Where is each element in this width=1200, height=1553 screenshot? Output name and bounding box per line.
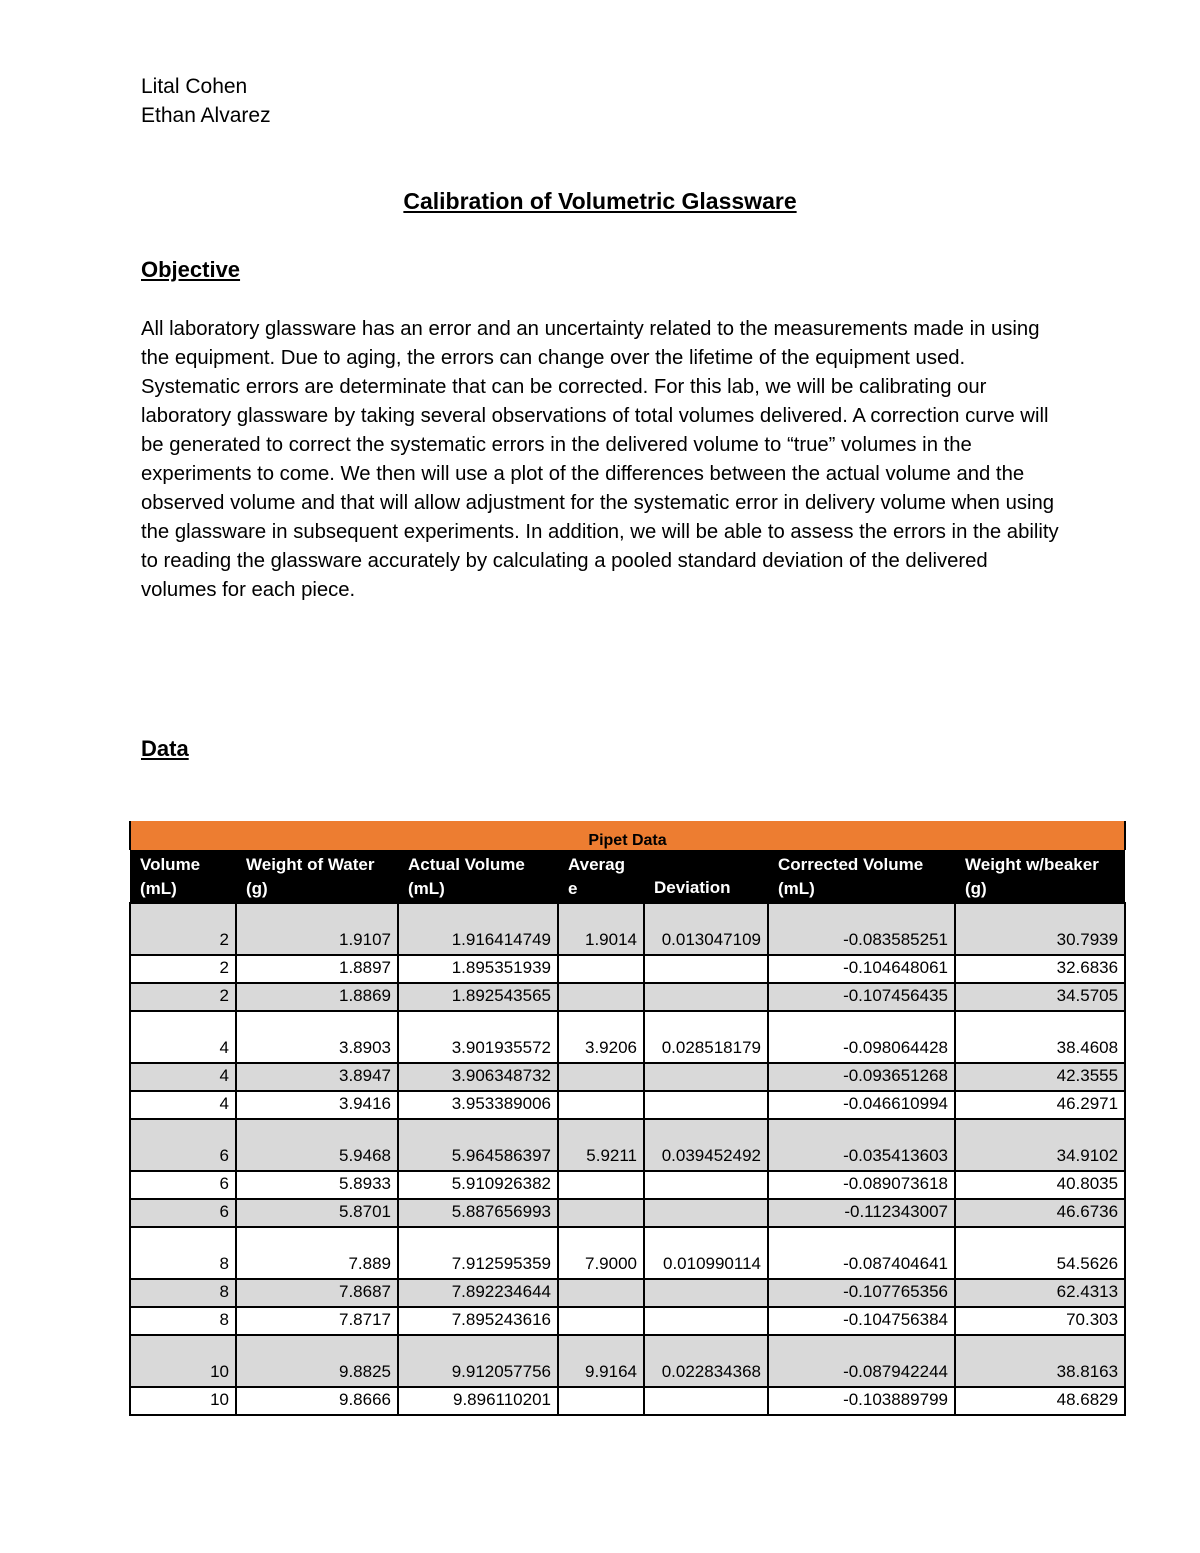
table-cell: 9.9164: [558, 1335, 644, 1387]
table-cell: 42.3555: [955, 1063, 1125, 1091]
table-title-row: [130, 821, 1125, 850]
table-cell: [558, 1387, 644, 1415]
table-cell: [644, 1279, 768, 1307]
table-row: [130, 1387, 1125, 1415]
table-cell: 34.9102: [955, 1119, 1125, 1171]
table-cell: 34.5705: [955, 983, 1125, 1011]
table-row: [130, 903, 1125, 955]
table-cell: [558, 1091, 644, 1119]
table-cell: 7.895243616: [398, 1307, 558, 1335]
table-cell: 4: [130, 1063, 236, 1091]
table-cell: 0.010990114: [644, 1227, 768, 1279]
table-cell: 38.8163: [955, 1335, 1125, 1387]
table-cell: 5.964586397: [398, 1119, 558, 1171]
table-cell: [558, 983, 644, 1011]
table-cell: [644, 1063, 768, 1091]
table-cell: 8: [130, 1307, 236, 1335]
table-cell: 3.906348732: [398, 1063, 558, 1091]
table-cell: 9.8666: [236, 1387, 398, 1415]
table-cell: 38.4608: [955, 1011, 1125, 1063]
table-cell: [644, 1171, 768, 1199]
table-row: [130, 1011, 1125, 1063]
table-cell: 0.039452492: [644, 1119, 768, 1171]
authors-block: [141, 72, 271, 130]
table-cell: 4: [130, 1011, 236, 1063]
table-cell: 1.895351939: [398, 955, 558, 983]
table-cell: [644, 983, 768, 1011]
table-cell: 46.6736: [955, 1199, 1125, 1227]
table-cell: 5.8933: [236, 1171, 398, 1199]
table-cell: 6: [130, 1119, 236, 1171]
table-cell: 0.013047109: [644, 903, 768, 955]
table-row: [130, 1335, 1125, 1387]
table-cell: 7.892234644: [398, 1279, 558, 1307]
table-cell: 40.8035: [955, 1171, 1125, 1199]
table-cell: 1.9107: [236, 903, 398, 955]
table-cell: -0.107456435: [768, 983, 955, 1011]
table-title: Pipet Data: [130, 821, 1125, 850]
table-cell: 6: [130, 1171, 236, 1199]
pipet-data-table: [129, 821, 1126, 1416]
pipet-data-table-container: [129, 821, 1124, 1416]
table-row: [130, 1091, 1125, 1119]
table-row: [130, 1119, 1125, 1171]
table-cell: 7.8687: [236, 1279, 398, 1307]
table-cell: 3.901935572: [398, 1011, 558, 1063]
table-cell: 9.912057756: [398, 1335, 558, 1387]
table-cell: 1.8897: [236, 955, 398, 983]
table-cell: 2: [130, 955, 236, 983]
table-cell: -0.087404641: [768, 1227, 955, 1279]
table-cell: -0.083585251: [768, 903, 955, 955]
table-cell: 10: [130, 1335, 236, 1387]
table-cell: 3.8947: [236, 1063, 398, 1091]
table-cell: 8: [130, 1227, 236, 1279]
table-cell: 46.2971: [955, 1091, 1125, 1119]
table-cell: -0.112343007: [768, 1199, 955, 1227]
table-cell: [558, 1307, 644, 1335]
column-header: Actual Volume (mL): [398, 850, 558, 903]
table-row: [130, 1279, 1125, 1307]
table-cell: -0.093651268: [768, 1063, 955, 1091]
table-row: [130, 1063, 1125, 1091]
table-cell: 9.8825: [236, 1335, 398, 1387]
table-cell: -0.104756384: [768, 1307, 955, 1335]
table-cell: 8: [130, 1279, 236, 1307]
author-name: Ethan Alvarez: [141, 104, 271, 127]
author-name: Lital Cohen: [141, 75, 248, 98]
table-cell: -0.103889799: [768, 1387, 955, 1415]
table-cell: [558, 1063, 644, 1091]
table-cell: 7.889: [236, 1227, 398, 1279]
objective-heading: Objective: [141, 257, 241, 282]
table-cell: [644, 1307, 768, 1335]
table-cell: 30.7939: [955, 903, 1125, 955]
table-cell: -0.104648061: [768, 955, 955, 983]
table-cell: 5.910926382: [398, 1171, 558, 1199]
table-cell: [644, 955, 768, 983]
table-cell: 4: [130, 1091, 236, 1119]
table-cell: [644, 1091, 768, 1119]
table-cell: 54.5626: [955, 1227, 1125, 1279]
table-cell: [558, 1171, 644, 1199]
table-cell: 3.953389006: [398, 1091, 558, 1119]
table-cell: 3.8903: [236, 1011, 398, 1063]
objective-paragraph: All laboratory glassware has an error and an uncertainty related to the measurements made in using the equipment. Due to aging, the errors can change over the lifetime of the equipment used. Systematic errors are determinate that can be corrected. For this lab, we will be calibrating our laboratory glassware by taking several observations of total volumes delivered. A correction curve will be generated to correct the systematic errors in the delivered volume to “true” volumes in the experiments to come. We then will use a plot of the differences between the actual volume and the observed volume and that will allow adjustment for the systematic error in delivery volume when using the glassware in subsequent experiments. In addition, we will be able to assess the errors in the ability to reading the glassware accurately by calculating a pooled standard deviation of the delivered volumes for each piece.: [141, 318, 1059, 601]
table-row: [130, 1199, 1125, 1227]
column-header: Averag e: [558, 850, 644, 903]
column-header: Deviation: [644, 850, 768, 903]
table-cell: 3.9416: [236, 1091, 398, 1119]
table-cell: -0.046610994: [768, 1091, 955, 1119]
column-header: Weight of Water (g): [236, 850, 398, 903]
table-cell: 1.916414749: [398, 903, 558, 955]
table-cell: 1.892543565: [398, 983, 558, 1011]
table-cell: -0.098064428: [768, 1011, 955, 1063]
table-row: [130, 955, 1125, 983]
table-row: [130, 1227, 1125, 1279]
column-header: Weight w/beaker (g): [955, 850, 1125, 903]
table-body: [130, 903, 1125, 1415]
table-cell: 7.9000: [558, 1227, 644, 1279]
table-cell: 48.6829: [955, 1387, 1125, 1415]
table-cell: 1.8869: [236, 983, 398, 1011]
table-cell: 6: [130, 1199, 236, 1227]
table-cell: [558, 1279, 644, 1307]
document-title: Calibration of Volumetric Glassware: [403, 188, 797, 214]
table-cell: -0.035413603: [768, 1119, 955, 1171]
table-cell: 7.912595359: [398, 1227, 558, 1279]
table-cell: 10: [130, 1387, 236, 1415]
table-cell: 3.9206: [558, 1011, 644, 1063]
table-cell: 32.6836: [955, 955, 1125, 983]
table-cell: 2: [130, 903, 236, 955]
table-cell: 7.8717: [236, 1307, 398, 1335]
table-cell: 2: [130, 983, 236, 1011]
table-cell: 0.028518179: [644, 1011, 768, 1063]
column-header: Corrected Volume (mL): [768, 850, 955, 903]
table-cell: 1.9014: [558, 903, 644, 955]
table-row: [130, 1307, 1125, 1335]
table-cell: [558, 955, 644, 983]
table-row: [130, 1171, 1125, 1199]
table-cell: 0.022834368: [644, 1335, 768, 1387]
table-cell: -0.107765356: [768, 1279, 955, 1307]
column-header: Volume (mL): [130, 850, 236, 903]
table-cell: 5.887656993: [398, 1199, 558, 1227]
table-cell: 5.9211: [558, 1119, 644, 1171]
data-heading: Data: [141, 736, 189, 761]
table-cell: 5.8701: [236, 1199, 398, 1227]
table-cell: [644, 1199, 768, 1227]
table-cell: [644, 1387, 768, 1415]
table-header-row: [130, 850, 1125, 903]
table-cell: 5.9468: [236, 1119, 398, 1171]
table-cell: 62.4313: [955, 1279, 1125, 1307]
table-row: [130, 983, 1125, 1011]
table-cell: -0.089073618: [768, 1171, 955, 1199]
table-cell: [558, 1199, 644, 1227]
table-cell: 70.303: [955, 1307, 1125, 1335]
table-cell: -0.087942244: [768, 1335, 955, 1387]
table-cell: 9.896110201: [398, 1387, 558, 1415]
